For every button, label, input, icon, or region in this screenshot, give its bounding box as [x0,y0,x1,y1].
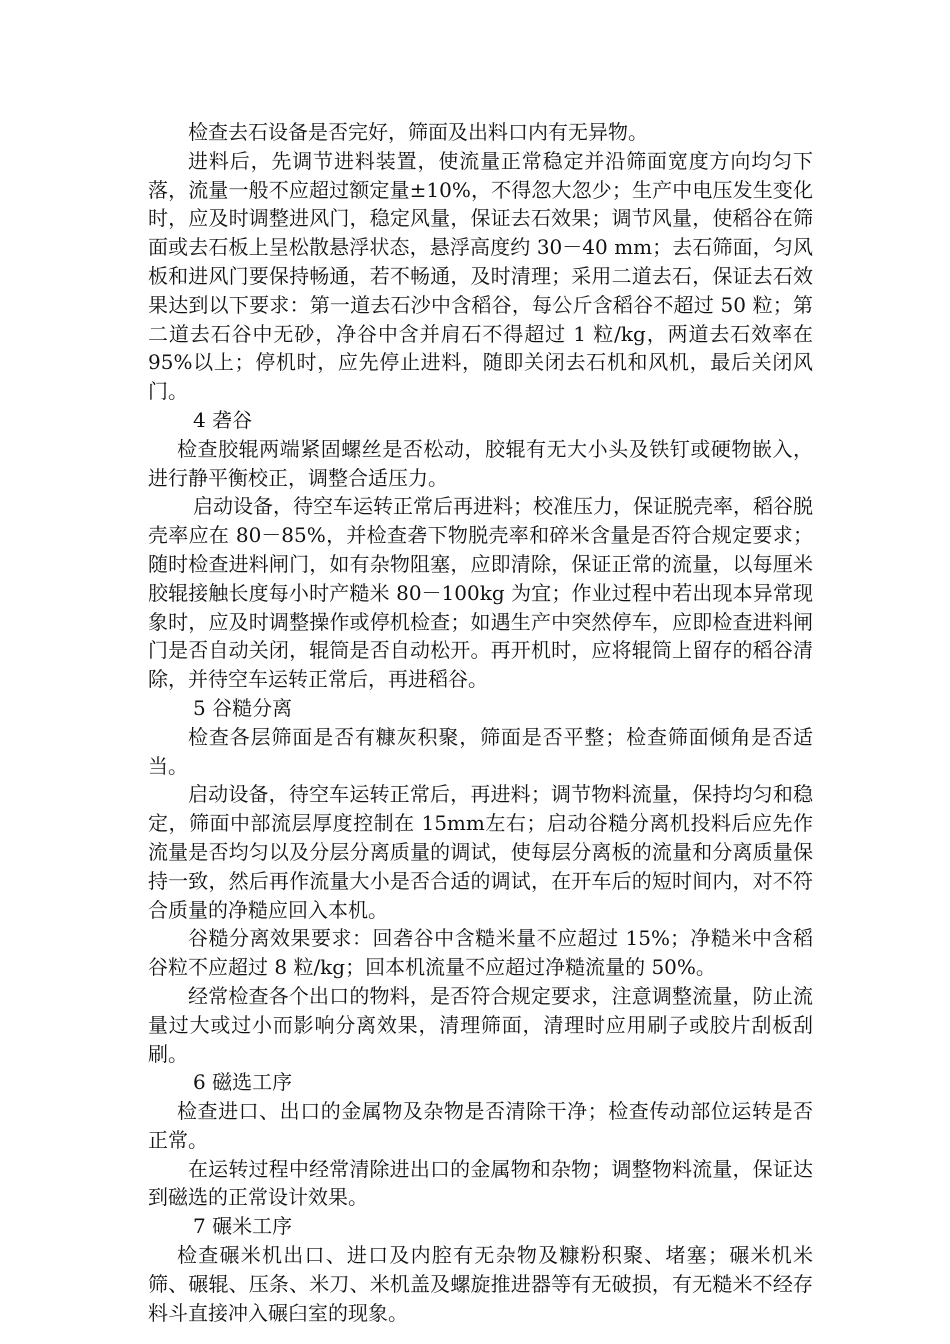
paragraph: 启动设备，待空车运转正常后再进料；校准压力，保证脱壳率，稻谷脱壳率应在 80－85%，并检查砻下物脱壳率和碎米含量是否符合规定要求；随时检查进料闸门，如有杂物阻塞，应即清除，保证正常的流量，以每厘米胶辊接触长度每小时产糙米 80－100kg 为宜；作业过程中若出现本异常现象时，应及时调整操作或停机检查；如遇生产中突然停车，应即检查进料闸门是否自动关闭，辊筒是否自动松开。再开机时，应将辊筒上留存的稻谷清除，并待空车运转正常后，再进稻谷。 [148,494,813,692]
paragraph: 检查碾米机出口、进口及内腔有无杂物及糠粉积聚、堵塞；碾米机米筛、碾辊、压条、米刀、米机盖及螺旋推进器等有无破损，有无糙米不经存料斗直接冲入碾臼室的现象。 [148,1243,813,1325]
paragraph: 启动设备，待空车运转正常后，再进料；调节物料流量，保持均匀和稳定，筛面中部流层厚度控制在 15mm左右；启动谷糙分离机投料后应先作流量是否均匀以及分层分离质量的调试，使每层分离板的流量和分离质量保持一致，然后再作流量大小是否合适的调试，在开车后的短时间内，对不符合质量的净糙应回入本机。 [148,782,813,922]
section-heading-milling: 7 碾米工序 [193,1214,293,1239]
paragraph: 谷糙分离效果要求：回砻谷中含糙米量不应超过 15%；净糙米中含稻谷粒不应超过 8 粒/kg；回本机流量不应超过净糙流量的 50%。 [148,926,813,980]
section-heading-magnetic: 6 磁选工序 [193,1070,293,1095]
paragraph: 检查胶辊两端紧固螺丝是否松动，胶辊有无大小头及铁钉或硬物嵌入，进行静平衡校正，调整合适压力。 [148,436,813,490]
section-heading-separation: 5 谷糙分离 [193,695,293,720]
paragraph: 检查各层筛面是否有糠灰积聚，筛面是否平整；检查筛面倾角是否适当。 [148,724,813,778]
paragraph: 进料后，先调节进料装置，使流量正常稳定并沿筛面宽度方向均匀下落，流量一般不应超过额定量±10%，不得忽大忽少；生产中电压发生变化时，应及时调整进风门，稳定风量，保证去石效果；调节风量，使稻谷在筛面或去石板上呈松散悬浮状态，悬浮高度约 30－40 mm；去石筛面，匀风板和进风门要保持畅通，若不畅通，及时清理；采用二道去石，保证去石效果达到以下要求：第一道去石沙中含稻谷，每公斤含稻谷不超过 50 粒；第二道去石谷中无砂，净谷中含并肩石不得超过 1 粒/kg，两道去石效率在 95%以上；停机时，应先停止进料，随即关闭去石机和风机，最后关闭风门。 [148,148,813,404]
paragraph: 检查进口、出口的金属物及杂物是否清除干净；检查传动部位运转是否正常。 [148,1099,813,1152]
paragraph: 经常检查各个出口的物料，是否符合规定要求，注意调整流量，防止流量过大或过小而影响分离效果，清理筛面，清理时应用刷子或胶片刮板刮刷。 [148,983,813,1066]
document-body [148,118,813,1327]
paragraph: 在运转过程中经常清除进出口的金属物和杂物；调整物料流量，保证达到磁选的正常设计效果。 [148,1156,813,1210]
section-heading-husking: 4 砻谷 [193,407,253,432]
paragraph: 检查去石设备是否完好，筛面及出料口内有无异物。 [188,120,648,144]
